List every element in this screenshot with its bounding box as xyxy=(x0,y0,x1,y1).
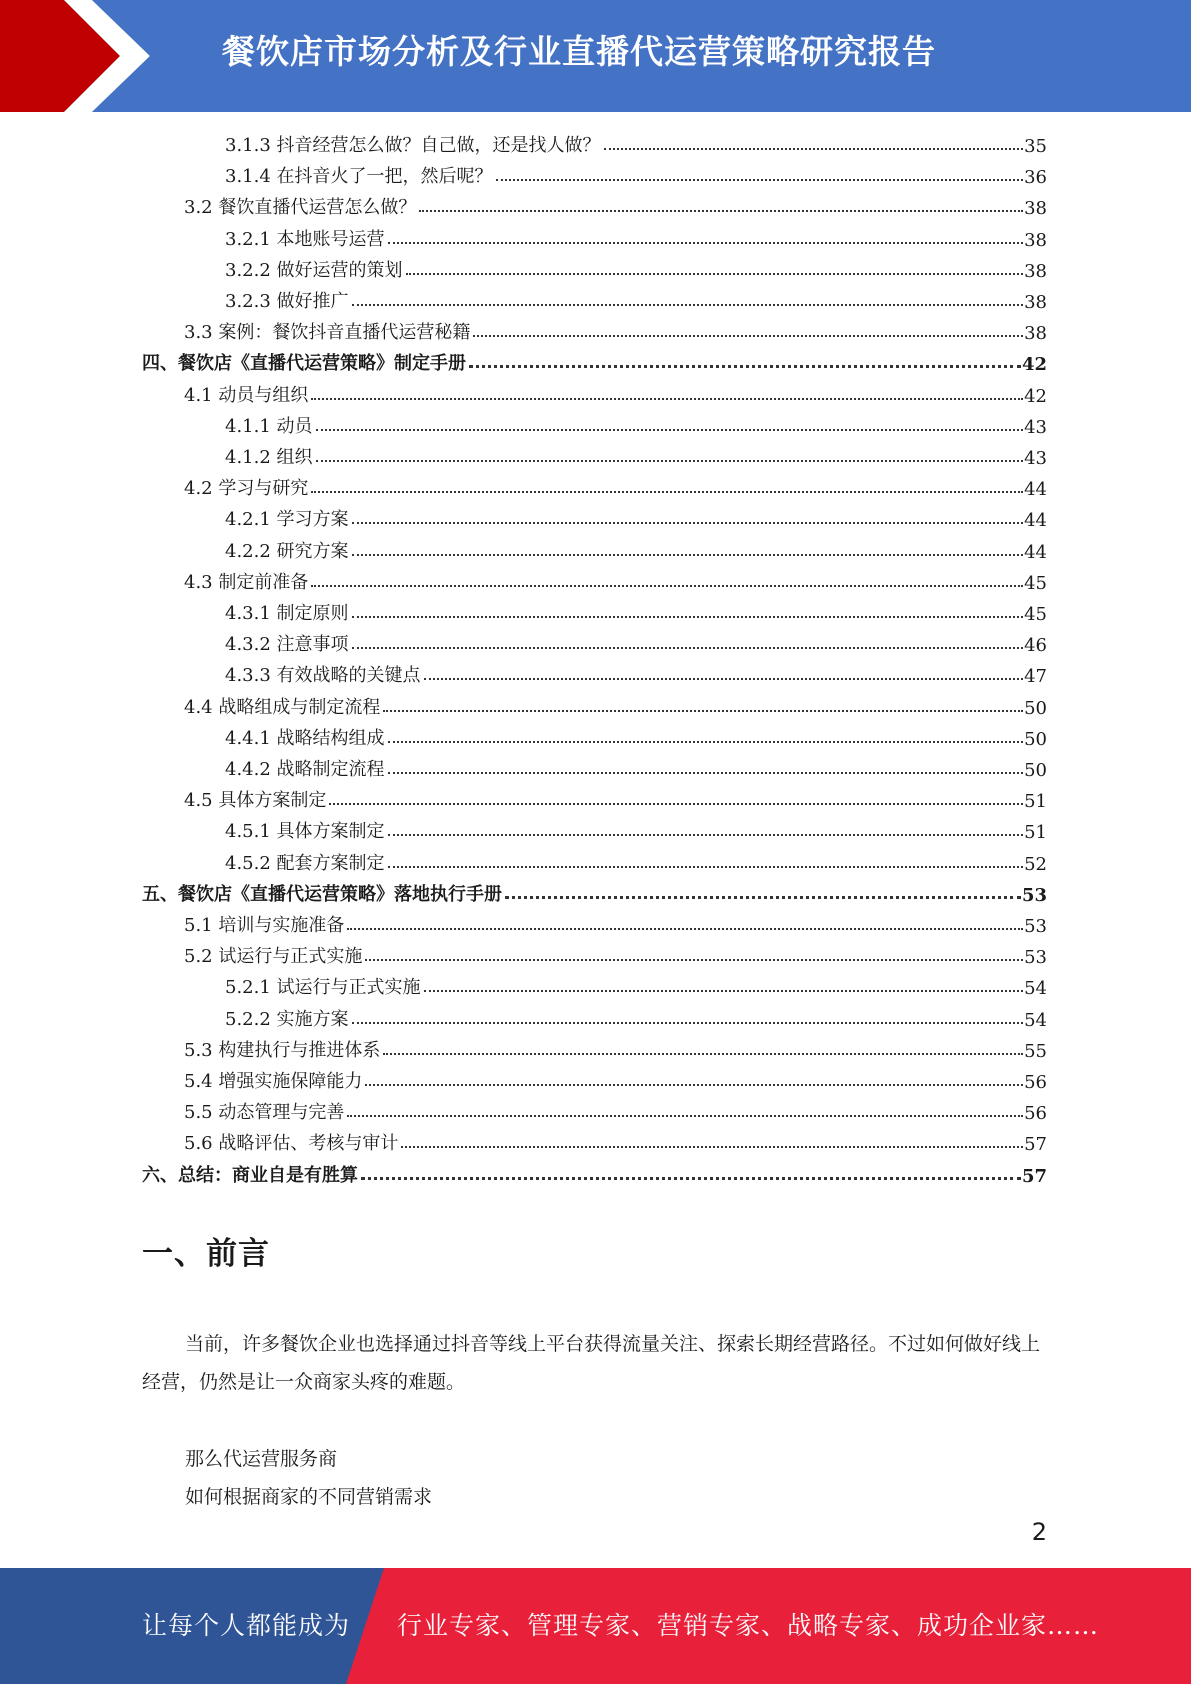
toc-entry-label: 5.4 增强实施保障能力 xyxy=(184,1071,363,1092)
toc-entry-page: 51 xyxy=(1024,822,1047,843)
toc-entry-label: 4.3 制定前准备 xyxy=(184,572,309,593)
toc-dot-leader xyxy=(347,928,1023,930)
toc-entry-page: 53 xyxy=(1024,947,1047,968)
toc-dot-leader xyxy=(311,585,1023,587)
toc-entry-label: 5.1 培训与实施准备 xyxy=(184,915,345,936)
toc-dot-leader xyxy=(496,179,1024,181)
toc-entry[interactable] xyxy=(142,876,1047,906)
toc-entry-page: 42 xyxy=(1021,354,1047,375)
toc-entry-label: 3.3 案例：餐饮抖音直播代运营秘籍 xyxy=(184,322,471,343)
toc-entry-label: 4.1.1 动员 xyxy=(225,416,313,437)
toc-dot-leader xyxy=(316,429,1024,431)
toc-entry[interactable] xyxy=(225,127,1047,157)
toc-entry-page: 46 xyxy=(1024,635,1047,656)
toc-entry[interactable] xyxy=(225,657,1047,687)
toc-dot-leader xyxy=(388,741,1024,743)
toc-entry-page: 57 xyxy=(1021,1166,1047,1187)
toc-dot-leader xyxy=(365,1084,1023,1086)
toc-entry-page: 50 xyxy=(1024,729,1047,750)
toc-dot-leader xyxy=(329,803,1023,805)
toc-entry-page: 36 xyxy=(1024,167,1047,188)
toc-entry-label: 3.2.1 本地账号运营 xyxy=(225,229,385,250)
toc-entry-label: 3.2.3 做好推广 xyxy=(225,291,349,312)
toc-entry[interactable] xyxy=(225,221,1047,251)
toc-entry-page: 54 xyxy=(1024,1010,1047,1031)
toc-entry-page: 38 xyxy=(1024,198,1047,219)
toc-entry-label: 5.2 试运行与正式实施 xyxy=(184,946,363,967)
toc-entry[interactable] xyxy=(225,439,1047,469)
toc-dot-leader xyxy=(316,460,1024,462)
toc-entry-page: 56 xyxy=(1024,1103,1047,1124)
toc-entry-label: 5.2.1 试运行与正式实施 xyxy=(225,977,421,998)
toc-entry-label: 五、餐饮店《直播代运营策略》落地执行手册 xyxy=(142,884,502,905)
toc-entry-label: 4.5 具体方案制定 xyxy=(184,790,327,811)
toc-entry-page: 44 xyxy=(1024,510,1047,531)
toc-entry-label: 4.1 动员与组织 xyxy=(184,385,309,406)
toc-entry[interactable] xyxy=(225,720,1047,750)
toc-entry[interactable] xyxy=(184,1094,1047,1124)
toc-dot-leader xyxy=(352,522,1024,524)
toc-entry-page: 57 xyxy=(1024,1134,1047,1155)
toc-entry-label: 5.3 构建执行与推进体系 xyxy=(184,1040,381,1061)
header-arrow-decoration xyxy=(0,0,160,112)
toc-dot-leader xyxy=(365,959,1023,961)
toc-entry-page: 52 xyxy=(1024,854,1047,875)
toc-dot-leader xyxy=(347,1115,1023,1117)
footer-slogan-left: 让每个人都能成为 xyxy=(142,1611,351,1640)
toc-dot-leader xyxy=(604,148,1024,150)
toc-dot-leader xyxy=(473,335,1023,337)
toc-entry-label: 4.1.2 组织 xyxy=(225,447,313,468)
toc-entry[interactable] xyxy=(184,377,1047,407)
toc-dot-leader xyxy=(383,1053,1023,1055)
toc-entry[interactable] xyxy=(184,689,1047,719)
toc-entry-label: 4.2.2 研究方案 xyxy=(225,541,349,562)
toc-entry-page: 38 xyxy=(1024,323,1047,344)
toc-entry-label: 4.4.1 战略结构组成 xyxy=(225,728,385,749)
toc-entry[interactable] xyxy=(225,501,1047,531)
toc-entry-label: 4.3.3 有效战略的关键点 xyxy=(225,665,421,686)
toc-entry[interactable] xyxy=(225,158,1047,188)
toc-entry-label: 5.2.2 实施方案 xyxy=(225,1009,349,1030)
toc-dot-leader xyxy=(388,772,1024,774)
toc-entry-label: 六、总结：商业自是有胜算 xyxy=(142,1165,358,1186)
toc-entry-page: 45 xyxy=(1024,604,1047,625)
toc-entry-label: 3.1.3 抖音经营怎么做？自己做，还是找人做？ xyxy=(225,135,601,156)
toc-dot-leader xyxy=(361,1177,1021,1180)
toc-entry-page: 38 xyxy=(1024,230,1047,251)
toc-dot-leader xyxy=(406,273,1024,275)
toc-entry[interactable] xyxy=(184,1032,1047,1062)
toc-entry-page: 43 xyxy=(1024,448,1047,469)
toc-entry-page: 53 xyxy=(1024,916,1047,937)
toc-entry-label: 3.2.2 做好运营的策划 xyxy=(225,260,403,281)
toc-entry-label: 4.4.2 战略制定流程 xyxy=(225,759,385,780)
body-line: 如何根据商家的不同营销需求 xyxy=(185,1486,433,1508)
toc-entry[interactable] xyxy=(184,314,1047,344)
toc-entry[interactable] xyxy=(142,1157,1047,1187)
toc-entry[interactable] xyxy=(184,1125,1047,1155)
toc-dot-leader xyxy=(401,1146,1023,1148)
toc-entry-page: 50 xyxy=(1024,698,1047,719)
toc-entry-label: 4.2.1 学习方案 xyxy=(225,509,349,530)
toc-entry-label: 3.2 餐饮直播代运营怎么做？ xyxy=(184,197,417,218)
toc-entry-label: 4.2 学习与研究 xyxy=(184,478,309,499)
toc-dot-leader xyxy=(311,398,1023,400)
toc-entry[interactable] xyxy=(184,907,1047,937)
toc-dot-leader xyxy=(505,896,1021,899)
intro-paragraph: 当前，许多餐饮企业也选择通过抖音等线上平台获得流量关注、探索长期经营路径。不过如何做好线上经营，仍然是让一众商家头疼的难题。 xyxy=(142,1333,1041,1393)
toc-entry[interactable] xyxy=(184,189,1047,219)
toc-entry[interactable] xyxy=(225,813,1047,843)
document-title: 餐饮店市场分析及行业直播代运营策略研究报告 xyxy=(222,32,936,71)
toc-entry-label: 4.4 战略组成与制定流程 xyxy=(184,697,381,718)
toc-entry[interactable] xyxy=(225,283,1047,313)
toc-entry-page: 55 xyxy=(1024,1041,1047,1062)
toc-dot-leader xyxy=(388,834,1024,836)
toc-entry[interactable] xyxy=(225,533,1047,563)
toc-entry-page: 54 xyxy=(1024,978,1047,999)
footer-banner xyxy=(0,1568,1191,1684)
toc-entry-label: 3.1.4 在抖音火了一把，然后呢？ xyxy=(225,166,493,187)
toc-dot-leader xyxy=(419,210,1023,212)
toc-dot-leader xyxy=(352,647,1024,649)
toc-entry-label: 5.6 战略评估、考核与审计 xyxy=(184,1133,399,1154)
toc-entry[interactable] xyxy=(225,1001,1047,1031)
toc-entry-page: 56 xyxy=(1024,1072,1047,1093)
toc-entry-label: 4.3.1 制定原则 xyxy=(225,603,349,624)
toc-dot-leader xyxy=(352,1022,1024,1024)
toc-dot-leader xyxy=(352,616,1024,618)
toc-dot-leader xyxy=(383,710,1023,712)
header-banner xyxy=(0,0,1191,112)
toc-entry-page: 38 xyxy=(1024,261,1047,282)
toc-entry-page: 53 xyxy=(1021,885,1047,906)
toc-dot-leader xyxy=(352,554,1024,556)
toc-entry-page: 44 xyxy=(1024,542,1047,563)
toc-entry-page: 47 xyxy=(1024,666,1047,687)
toc-dot-leader xyxy=(352,304,1024,306)
toc-entry[interactable] xyxy=(225,751,1047,781)
toc-entry[interactable] xyxy=(225,845,1047,875)
page-number: 2 xyxy=(1031,1518,1047,1546)
toc-entry-page: 44 xyxy=(1024,479,1047,500)
toc-entry-page: 45 xyxy=(1024,573,1047,594)
toc-entry[interactable] xyxy=(184,938,1047,968)
toc-dot-leader xyxy=(424,678,1024,680)
toc-entry[interactable] xyxy=(184,1063,1047,1093)
toc-dot-leader xyxy=(424,990,1024,992)
toc-entry-page: 50 xyxy=(1024,760,1047,781)
toc-entry-page: 42 xyxy=(1024,386,1047,407)
toc-entry[interactable] xyxy=(225,408,1047,438)
toc-dot-leader xyxy=(469,365,1021,368)
toc-entry[interactable] xyxy=(225,626,1047,656)
toc-entry-page: 43 xyxy=(1024,417,1047,438)
toc-entry[interactable] xyxy=(184,564,1047,594)
toc-entry-page: 51 xyxy=(1024,791,1047,812)
toc-entry-label: 四、餐饮店《直播代运营策略》制定手册 xyxy=(142,353,466,374)
toc-entry[interactable] xyxy=(184,782,1047,812)
toc-dot-leader xyxy=(311,491,1023,493)
toc-entry-page: 38 xyxy=(1024,292,1047,313)
toc-entry[interactable] xyxy=(225,252,1047,282)
toc-entry[interactable] xyxy=(142,345,1047,375)
toc-dot-leader xyxy=(388,866,1024,868)
toc-entry-label: 4.5.2 配套方案制定 xyxy=(225,853,385,874)
toc-entry[interactable] xyxy=(225,595,1047,625)
toc-entry-label: 5.5 动态管理与完善 xyxy=(184,1102,345,1123)
footer-slogan-right: 行业专家、管理专家、营销专家、战略专家、成功企业家…… xyxy=(397,1611,1100,1640)
toc-entry-label: 4.5.1 具体方案制定 xyxy=(225,821,385,842)
toc-entry-label: 4.3.2 注意事项 xyxy=(225,634,349,655)
toc-entry[interactable] xyxy=(225,969,1047,999)
toc-entry-page: 35 xyxy=(1024,136,1047,157)
toc-dot-leader xyxy=(388,242,1024,244)
toc-entry[interactable] xyxy=(184,470,1047,500)
section-heading: 一、前言 xyxy=(142,1236,270,1272)
body-line: 那么代运营服务商 xyxy=(185,1448,338,1470)
